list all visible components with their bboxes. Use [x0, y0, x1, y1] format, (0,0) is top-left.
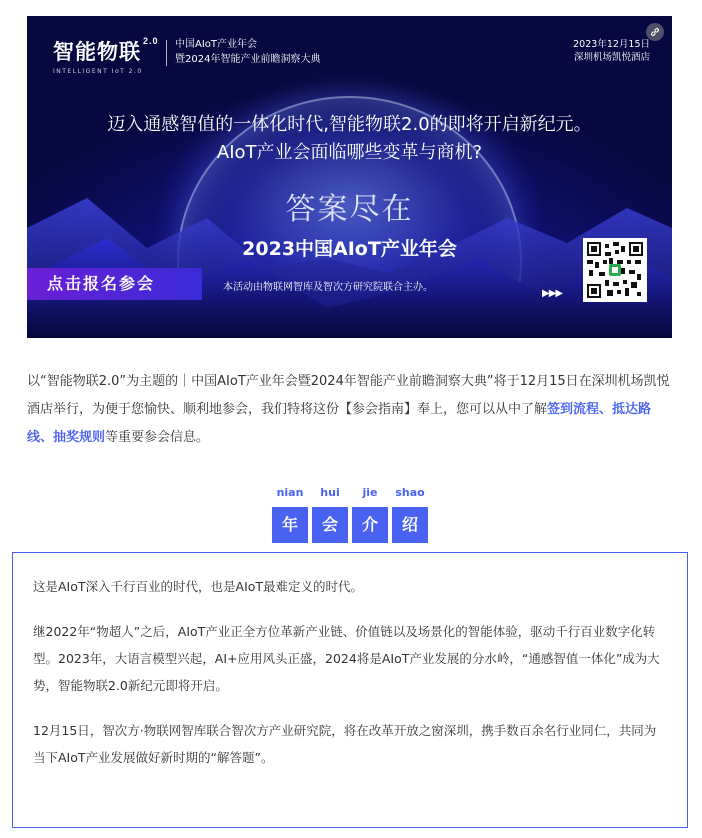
intro-text-2: 等重要参会信息。 [105, 430, 210, 445]
event-title [175, 37, 320, 67]
content-paragraph: 12月15日，智次方·物联网智库联合智次方产业研究院，将在改革开放之窗深圳，携手数百余名行业同仁，共同为当下AIoT产业发展做好新时期的“解答题”。 [33, 723, 657, 765]
event-title-line1: 中国AIoT产业年会 [175, 39, 258, 50]
divider [166, 40, 167, 66]
intro-text-1: 以“智能物联2.0”为主题的｜中国AIoT产业年会暨2024年智能产业前瞻洞察大典”将于12月15日在深圳机场凯悦酒店举行，为便于您愉快、顺利地参会，我们特将这份【参会指南】奉上，您可以从中了解 [27, 374, 670, 417]
qr-code[interactable] [583, 238, 647, 302]
pinyin-label: hui [320, 486, 340, 499]
organizer-text: 本活动由物联网智库及智次方研究院联合主办。 [223, 282, 433, 293]
intro-paragraph [27, 368, 675, 452]
section-pinyin [272, 486, 428, 499]
pinyin-label: jie [362, 486, 378, 499]
arrows-icon: ▶▶▶ [542, 288, 563, 299]
section-title-char: 会 [312, 507, 348, 543]
logo-subtitle: INTELLIGENT IoT 2.0 [53, 68, 143, 75]
event-title-line2: 暨2024年智能产业前瞻洞察大典 [175, 54, 321, 65]
event-banner[interactable] [27, 16, 672, 338]
link-icon[interactable] [646, 23, 664, 41]
intro-highlight[interactable]: 签到流程、抵达路线、抽奖规则 [27, 402, 652, 445]
section-title-char: 年 [272, 507, 308, 543]
logo [53, 36, 159, 75]
event-meta [573, 38, 650, 64]
section-title-char: 介 [352, 507, 388, 543]
content-box [12, 552, 688, 828]
section-title-char: 绍 [392, 507, 428, 543]
event-venue: 深圳机场凯悦酒店 [573, 52, 650, 63]
pinyin-label: nian [276, 486, 304, 499]
event-date: 2023年12月15日 [573, 39, 650, 50]
logo-main-text: 智能物联 [53, 41, 141, 64]
register-button[interactable]: 点击报名参会 [27, 268, 202, 300]
logo-version: 2.0 [143, 36, 159, 46]
content-paragraph: 继2022年“物超人”之后，AIoT产业正全方位革新产业链、价值链以及场景化的智能体验，驱动千行百业数字化转型。2023年，大语言模型兴起，AI+应用风头正盛，2024将是AIoT产业发展的分水岭，“通感智值一体化”成为大势，智能物联2.0新纪元即将开启。 [33, 624, 660, 693]
content-paragraph: 这是AIoT深入千行百业的时代，也是AIoT最难定义的时代。 [33, 579, 364, 594]
conference-name: 2023中国AIoT产业年会 [242, 238, 457, 260]
qr-code-icon [587, 242, 643, 298]
headline-line2: AIoT产业会面临哪些变革与商机? [216, 142, 483, 163]
answer-text: 答案尽在 [285, 192, 414, 227]
pinyin-label: shao [395, 486, 425, 499]
section-title [272, 507, 428, 543]
headline-line1: 迈入通感智值的一体化时代,智能物联2.0的即将开启新纪元。 [107, 114, 592, 135]
